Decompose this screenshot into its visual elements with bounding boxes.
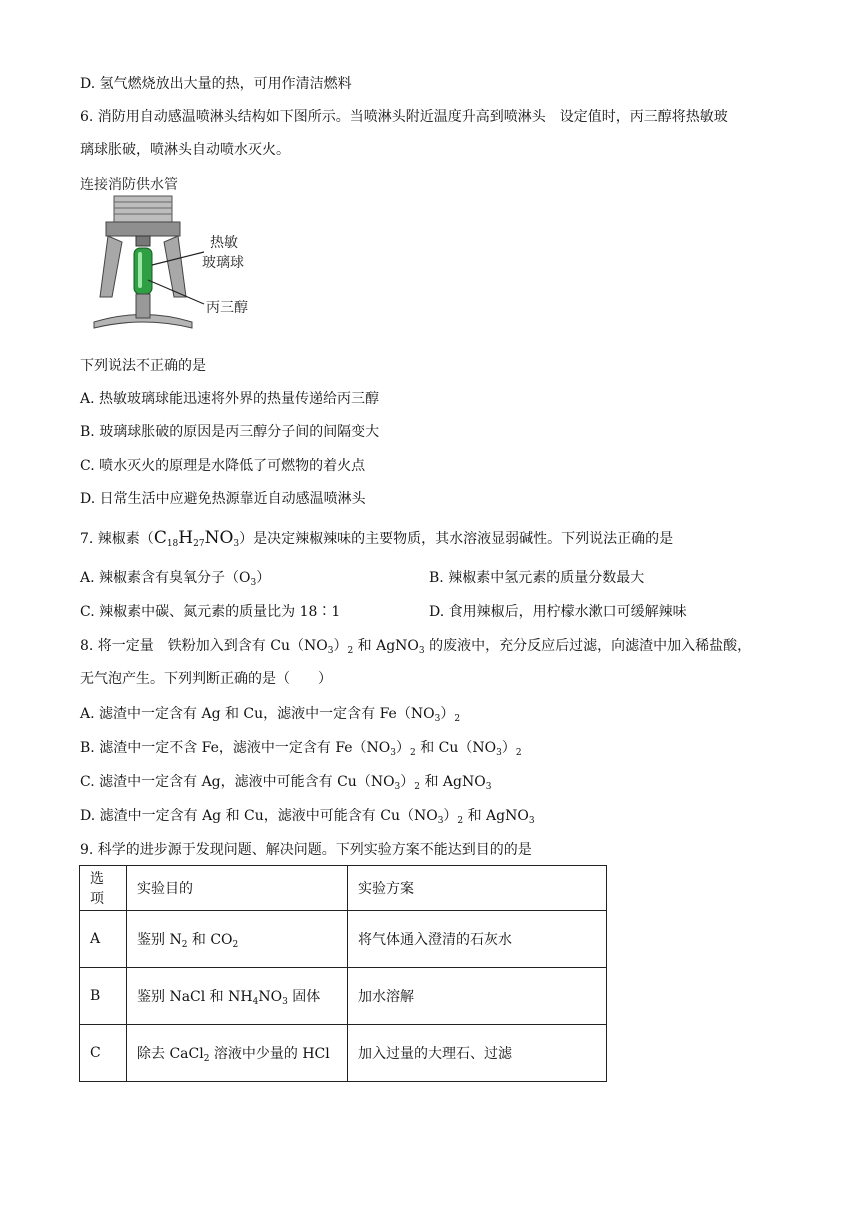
q7-option-c: C. 辣椒素中碳、氮元素的质量比为 18∶1 bbox=[80, 604, 341, 620]
row-option: B bbox=[80, 968, 127, 1025]
q6-option-c: C. 喷水灭火的原理是水降低了可燃物的着火点 bbox=[80, 458, 366, 474]
q6-prompt: 下列说法不正确的是 bbox=[80, 358, 206, 374]
q6-stem-line2: 璃球胀破，喷淋头自动喷水灭火。 bbox=[80, 142, 290, 158]
header-aim: 实验目的 bbox=[127, 866, 348, 911]
q6-option-b: B. 玻璃球胀破的原因是丙三醇分子间的间隔变大 bbox=[80, 424, 380, 440]
q9-options-table bbox=[79, 865, 607, 1082]
q8-stem-line2: 无气泡产生。下列判断正确的是（ ） bbox=[80, 671, 332, 687]
row-plan: 加入过量的大理石、过滤 bbox=[348, 1025, 607, 1082]
sprinkler-figure-caption: 连接消防供水管 bbox=[80, 177, 178, 193]
table-row bbox=[80, 968, 607, 1025]
q8-stem-line1: 8. 将一定量 铁粉加入到含有 $Cu(NO_3)_2$ 和 AgNO$_3$ 的废液中，充分反应后过滤，向滤渣中加入稀盐酸， bbox=[80, 638, 752, 656]
q8-option-a: A. 滤渣中一定含有 Ag 和 Cu，滤液中一定含有 $Fe(NO_3)_2$ bbox=[80, 706, 461, 724]
header-plan: 实验方案 bbox=[348, 866, 607, 911]
header-option: 选项 bbox=[80, 866, 127, 911]
row-plan: 加水溶解 bbox=[348, 968, 607, 1025]
row-option: A bbox=[80, 911, 127, 968]
glass-bulb bbox=[134, 248, 152, 294]
q8-option-b: B. 滤渣中一定不含 Fe，滤液中一定含有 $Fe(NO_3)_2$ 和 $Cu(NO_3)_2$ bbox=[80, 740, 522, 758]
label-heat-sensitive: 热敏 bbox=[210, 235, 238, 251]
q8-option-d: D. 滤渣中一定含有 Ag 和 Cu，滤液中可能含有 $Cu(NO_3)_2$ 和 AgNO$_3$ bbox=[80, 808, 535, 826]
q7-option-a: A. 辣椒素含有臭氧分子$(O_3)$ bbox=[80, 570, 271, 588]
row-option: C bbox=[80, 1025, 127, 1082]
row-plan: 将气体通入澄清的石灰水 bbox=[348, 911, 607, 968]
q6-stem-line1: 6. 消防用自动感温喷淋头结构如下图所示。当喷淋头附近温度升高到喷淋头 设定值时，丙三醇将热敏玻 bbox=[80, 109, 728, 125]
q7-stem: 7. 辣椒素$(C_{18}H_{27}NO_3)$是决定辣椒辣味的主要物质，其水溶液显弱碱性。下列说法正确的是 bbox=[80, 528, 674, 549]
sprinkler-thread bbox=[106, 196, 180, 236]
q9-stem: 9. 科学的进步源于发现问题、解决问题。下列实验方案不能达到目的的是 bbox=[80, 842, 532, 858]
label-glass-bulb: 玻璃球 bbox=[202, 255, 244, 271]
sprinkler-head-figure bbox=[78, 172, 278, 337]
row-aim: 鉴别 NaCl 和 $NH_4NO_3$ 固体 bbox=[127, 968, 348, 1025]
q7-option-d: D. 食用辣椒后，用柠檬水漱口可缓解辣味 bbox=[429, 604, 687, 620]
table-row bbox=[80, 1025, 607, 1082]
table-row bbox=[80, 911, 607, 968]
q5-option-d: D. 氢气燃烧放出大量的热，可用作清洁燃料 bbox=[80, 76, 352, 92]
row-aim: 除去 CaCl$_2$ 溶液中少量的 HCl bbox=[127, 1025, 348, 1082]
q6-option-d: D. 日常生活中应避免热源靠近自动感温喷淋头 bbox=[80, 491, 366, 507]
q8-option-c: C. 滤渣中一定含有 Ag，滤液中可能含有 $Cu(NO_3)_2$ 和 AgNO$_3$ bbox=[80, 774, 492, 792]
row-aim: 鉴别 $N_2$ 和 $CO_2$ bbox=[127, 911, 348, 968]
q6-option-a: A. 热敏玻璃球能迅速将外界的热量传递给丙三醇 bbox=[80, 391, 380, 407]
label-glycerol: 丙三醇 bbox=[206, 300, 248, 316]
q7-option-b: B. 辣椒素中氢元素的质量分数最大 bbox=[429, 570, 645, 586]
table-header-row bbox=[80, 866, 607, 911]
